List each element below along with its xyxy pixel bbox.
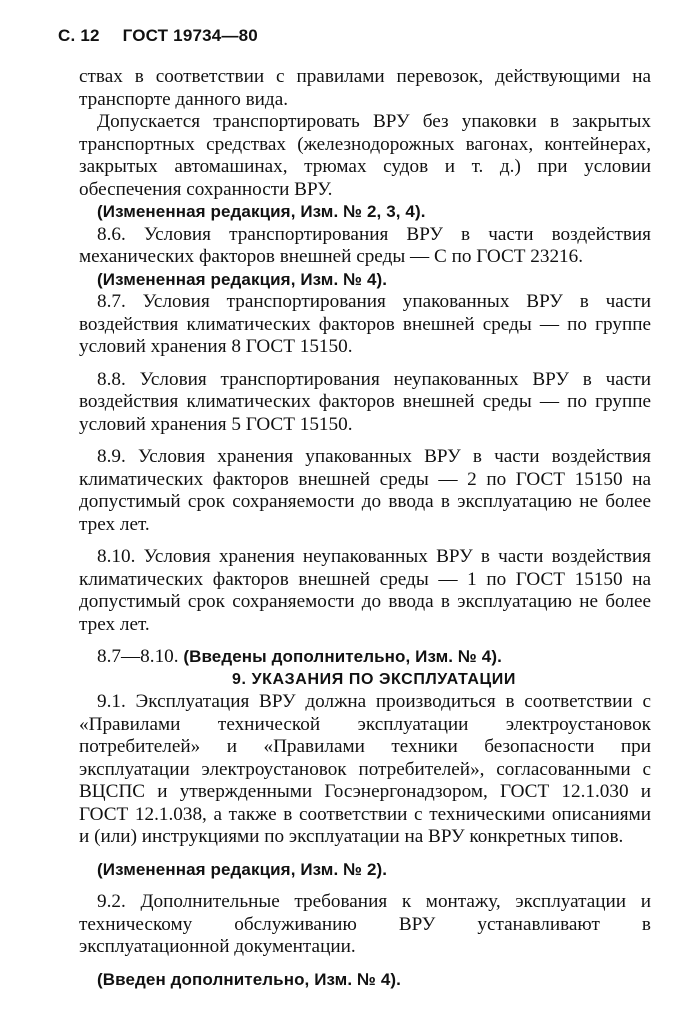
introduced-note xyxy=(79,646,651,669)
clause-8-6: 8.6. Условия транспортирования ВРУ в части воздействия механических факторов внешней среды — С по ГОСТ 23216. xyxy=(79,223,651,267)
edition-note xyxy=(79,859,651,882)
edition-note xyxy=(79,269,651,292)
standard-number: ГОСТ 19734—80 xyxy=(122,26,258,45)
clause-8-8: 8.8. Условия транспортирования неупакованных ВРУ в части воздействия климатических факторов внешней среды — по группе условий хранения 5 ГОСТ 15150. xyxy=(79,368,651,435)
introduced-note-text: (Введен дополнительно, Изм. № 4). xyxy=(97,969,401,989)
clause-8-7: 8.7. Условия транспортирования упакованных ВРУ в части воздействия климатических факторов внешней среды — по группе условий хранения 8 ГОСТ 15150. xyxy=(79,291,651,357)
document-body xyxy=(79,66,651,991)
clause-8-9: 8.9. Условия хранения упакованных ВРУ в части воздействия климатических факторов внешней среды — 2 по ГОСТ 15150 на допустимый срок сохраняемости до ввода в эксплуатацию не более трех лет. xyxy=(79,446,651,535)
page-number: С. 12 xyxy=(58,26,100,45)
page-header xyxy=(58,26,258,46)
clause-8-10: 8.10. Условия хранения неупакованных ВРУ в части воздействия климатических факторов внешней среды — 1 по ГОСТ 15150 на допустимый срок сохраняемости до ввода в эксплуатацию не более трех лет. xyxy=(79,546,651,635)
edition-note-text: (Измененная редакция, Изм. № 2). xyxy=(97,859,388,879)
introduced-note-text: (Введены дополнительно, Изм. № 4). xyxy=(183,647,502,666)
section-title: 9. УКАЗАНИЯ ПО ЭКСПЛУАТАЦИИ xyxy=(232,670,516,688)
clause-9-2: 9.2. Дополнительные требования к монтажу, эксплуатации и техническому обслуживанию ВРУ устанавливают в эксплуатационной документации. xyxy=(79,891,651,957)
edition-note-text: (Измененная редакция, Изм. № 2, 3, 4). xyxy=(97,202,426,221)
edition-note-text: (Измененная редакция, Изм. № 4). xyxy=(97,269,388,289)
clause-9-1: 9.1. Эксплуатация ВРУ должна производиться в соответствии с «Правилами технической эксплуатации электроустановок потребителей» и «Правилами техники безопасности при эксплуатации электроустановок потребителей», согласованными с ВЦСПС и утвержденными Госэнергонадзором, ГОСТ 12.1.030 и ГОСТ 12.1.038, а также в соответствии с техническими описаниями и (или) инструкциями по эксплуатации на ВРУ конкретных типов. xyxy=(79,691,651,847)
introduced-note xyxy=(79,969,651,992)
edition-note xyxy=(79,201,651,224)
paragraph-transport-without-packaging: Допускается транспортировать ВРУ без упаковки в закрытых транспортных средствах (железнодорожных вагонах, контейнерах, закрытых автомашинах, трюмах судов и т. д.) при условии обеспечения сохранности ВРУ. xyxy=(79,111,651,200)
range-label: 8.7—8.10. xyxy=(97,646,179,667)
paragraph-continuation: ствах в соответствии с правилами перевозок, действующими на транспорте данного вида. xyxy=(79,66,651,110)
